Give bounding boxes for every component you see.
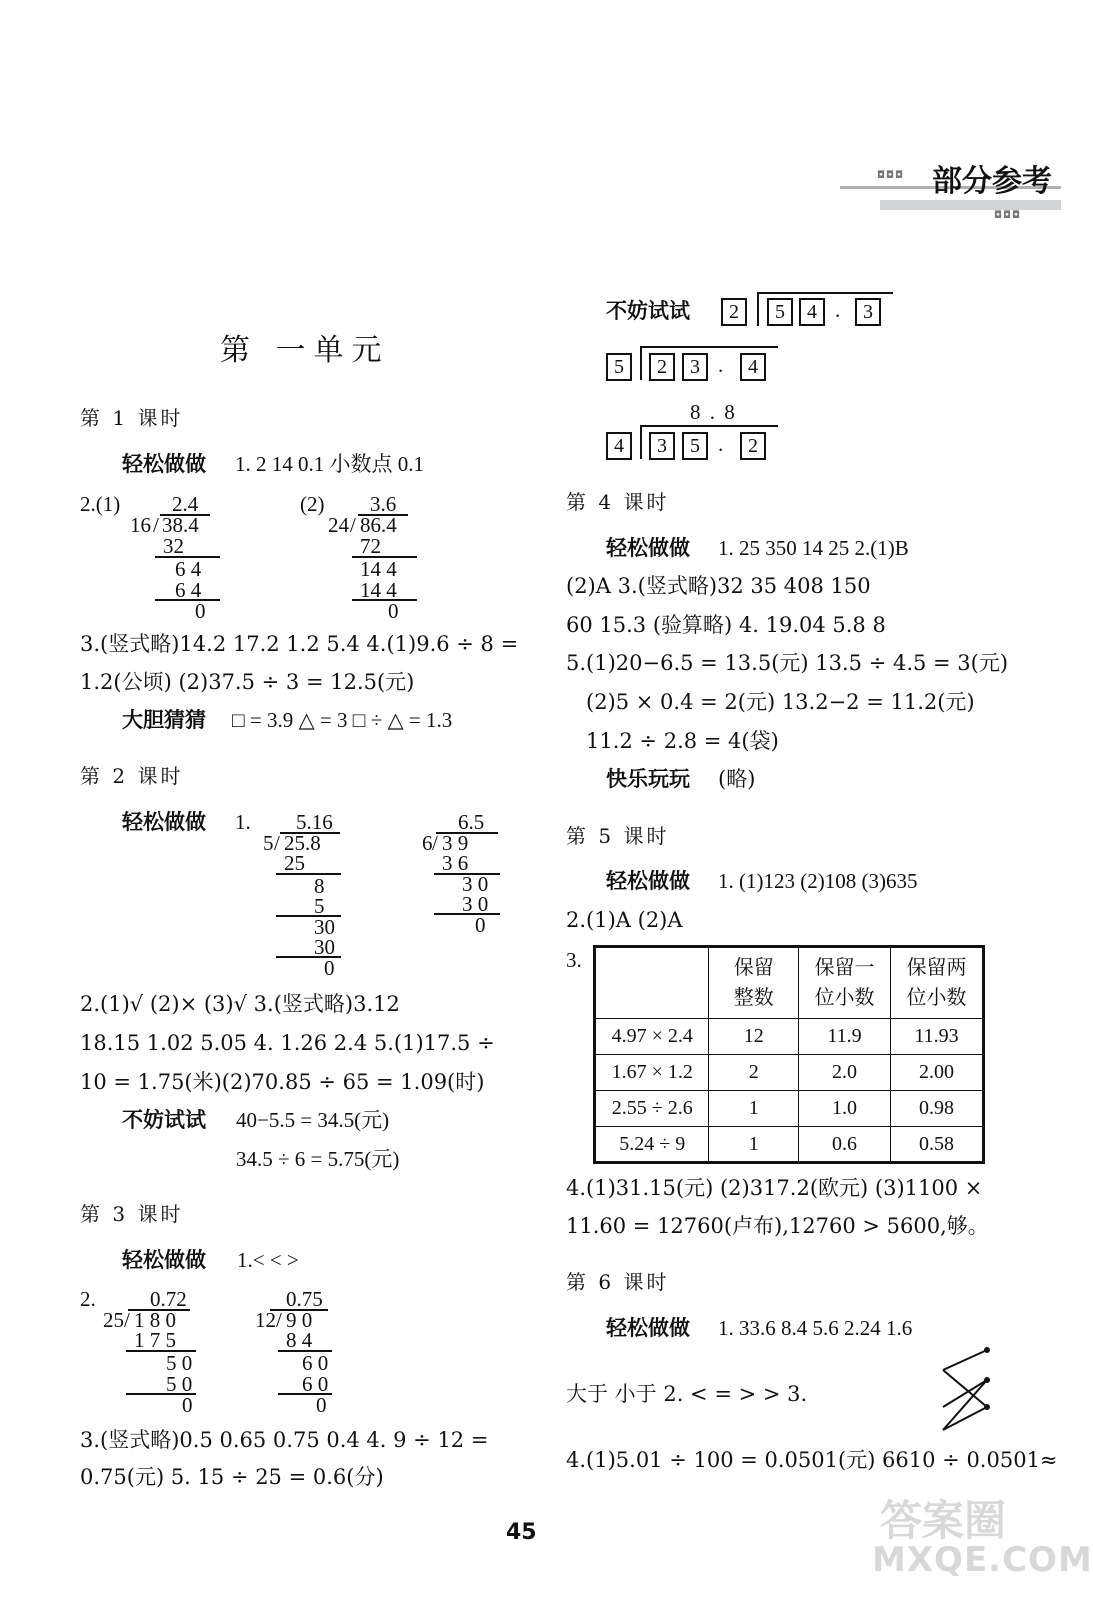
step: 14 4 — [360, 578, 397, 602]
lesson6-line3: 4.(1)5.01 ÷ 100 = 0.0501(元) 6610 ÷ 0.0501≈ — [566, 1448, 1058, 1472]
division-slash: / — [276, 1308, 282, 1332]
lesson6-heading: 第 6 课时 — [566, 1270, 670, 1294]
step: 3 0 — [462, 872, 489, 896]
unit-title: 第 一单元 — [220, 333, 390, 368]
lesson3-line2: 0.75(元) 5. 15 ÷ 25 = 0.6(分) — [80, 1465, 384, 1489]
rule — [434, 913, 500, 915]
lesson2-heading: 第 2 课时 — [80, 764, 184, 788]
lesson5-q3-label: 3. — [566, 948, 582, 972]
decimal-point: . — [718, 353, 724, 377]
table-cell: 4.97 × 2.4 — [595, 1019, 709, 1055]
quotient: 8 . 8 — [690, 400, 737, 424]
table-cell: 1 — [709, 1127, 799, 1163]
table-header-cell — [890, 947, 983, 1019]
table-row — [595, 1055, 984, 1091]
table-row — [595, 1127, 984, 1163]
quotient: 0.75 — [286, 1287, 323, 1311]
step: 6 0 — [302, 1351, 329, 1375]
dividend: 38.4 — [162, 513, 199, 537]
lesson2-q1-num: 1. — [235, 810, 251, 834]
watermark-url: MXQE.COM — [872, 1540, 1093, 1580]
step: 6 4 — [175, 578, 202, 602]
lesson4-label-easy: 轻松做做 — [606, 536, 690, 560]
digit-box: 2 — [740, 432, 766, 460]
lesson3-q2-label: 2. — [80, 1287, 96, 1311]
lesson1-heading: 第 1 课时 — [80, 406, 184, 430]
lesson2-label-easy: 轻松做做 — [122, 810, 206, 834]
step: 30 — [314, 915, 335, 939]
table-cell: 1.0 — [799, 1091, 891, 1127]
rule — [276, 873, 341, 875]
rule — [352, 599, 417, 601]
lesson2-try-line1: 40−5.5 = 34.5(元) — [236, 1108, 390, 1132]
table-header-row — [595, 947, 984, 1019]
page-number: 45 — [506, 1520, 537, 1545]
quotient: 5.16 — [296, 810, 333, 834]
matching-lines-diagram — [935, 1345, 995, 1440]
lesson4-line3: 60 15.3 (验算略) 4. 19.04 5.8 8 — [566, 613, 886, 637]
header-keep-integer: 保留 整数 — [733, 957, 774, 1009]
lesson4-line5: (2)5 × 0.4 = 2(元) 13.2−2 = 11.2(元) — [586, 690, 975, 714]
digit-box: 3 — [855, 298, 881, 326]
table-cell: 0.98 — [890, 1091, 983, 1127]
banner-strip — [880, 200, 1061, 210]
lesson1-answer1: 1. 2 14 0.1 小数点 0.1 — [235, 452, 424, 476]
division-bracket — [640, 425, 642, 459]
lesson1-label-guess: 大胆猜猜 — [122, 708, 206, 732]
quotient: 0.72 — [150, 1287, 187, 1311]
rounding-table — [593, 945, 985, 1164]
lesson2-line1: 2.(1)√ (2)× (3)√ 3.(竖式略)3.12 — [80, 992, 400, 1016]
division-slash: / — [124, 1308, 130, 1332]
digit-box: 2 — [649, 353, 675, 381]
dividend: 86.4 — [360, 513, 397, 537]
table-cell: 0.58 — [890, 1127, 983, 1163]
watermark-logo: 答案圈 — [880, 1496, 1007, 1545]
step: 72 — [360, 534, 381, 558]
lesson1-guess-answer: □ = 3.9 △ = 3 □ ÷ △ = 1.3 — [232, 708, 453, 732]
lesson3-label-easy: 轻松做做 — [122, 1248, 206, 1272]
lesson5-line2: 2.(1)A (2)A — [566, 908, 683, 932]
lesson1-q2a-label: 2.(1) — [80, 492, 121, 516]
digit-box: 4 — [799, 298, 825, 326]
step: 0 — [388, 599, 399, 623]
step: 3 6 — [442, 851, 469, 875]
lesson1-line4: 1.2(公顷) (2)37.5 ÷ 3 = 12.5(元) — [80, 670, 415, 694]
divisor: 16 — [130, 513, 151, 537]
division-slash: / — [350, 513, 356, 537]
quotient: 2.4 — [172, 492, 199, 516]
divisor: 24 — [328, 513, 349, 537]
table-cell: 2.00 — [890, 1055, 983, 1091]
step: 32 — [163, 534, 184, 558]
step: 6 0 — [302, 1372, 329, 1396]
table-cell: 2 — [709, 1055, 799, 1091]
divisor: 25 — [103, 1308, 124, 1332]
lesson5-line4: 4.(1)31.15(元) (2)317.2(欧元) (3)1100 × — [566, 1176, 983, 1200]
lesson1-label-easy: 轻松做做 — [122, 452, 206, 476]
digit-box: 3 — [682, 353, 708, 381]
dividend: 9 0 — [286, 1308, 313, 1332]
step: 6 4 — [175, 557, 202, 581]
lesson6-label-easy: 轻松做做 — [606, 1316, 690, 1340]
lesson2-try-line2: 34.5 ÷ 6 = 5.75(元) — [236, 1147, 400, 1171]
quotient: 3.6 — [370, 492, 397, 516]
quotient: 6.5 — [458, 810, 485, 834]
digit-box: 4 — [606, 432, 632, 460]
step: 5 0 — [166, 1372, 193, 1396]
digit-box: 5 — [767, 298, 793, 326]
banner-dots-bottom: ◘◘◘ — [995, 210, 1023, 221]
lesson1-line3: 3.(竖式略)14.2 17.2 1.2 5.4 4.(1)9.6 ÷ 8 = — [80, 632, 519, 656]
lesson1-q2b-label: (2) — [300, 492, 325, 516]
dividend: 25.8 — [284, 831, 321, 855]
table-cell: 5.24 ÷ 9 — [595, 1127, 709, 1163]
lesson6-line1: 1. 33.6 8.4 5.6 2.24 1.6 — [718, 1316, 913, 1340]
table-row — [595, 1019, 984, 1055]
table-header-cell — [799, 947, 891, 1019]
step: 0 — [316, 1393, 327, 1417]
table-header-cell — [595, 947, 709, 1019]
lesson4-label-fun: 快乐玩玩 — [606, 767, 690, 791]
division-slash: / — [274, 831, 280, 855]
digit-box: 4 — [740, 353, 766, 381]
rule — [155, 599, 220, 601]
table-cell: 12 — [709, 1019, 799, 1055]
divisor: 12 — [255, 1308, 276, 1332]
step: 8 — [314, 874, 325, 898]
step: 5 — [314, 894, 325, 918]
division-bracket — [640, 346, 642, 380]
step: 14 4 — [360, 557, 397, 581]
divisor: 6 — [422, 831, 433, 855]
step: 8 4 — [286, 1328, 313, 1352]
step: 0 — [195, 599, 206, 623]
header-title: 部分参考 — [932, 164, 1052, 199]
try-label: 不妨试试 — [606, 299, 690, 323]
lesson4-line2: (2)A 3.(竖式略)32 35 408 150 — [566, 574, 871, 598]
table-header-cell — [709, 947, 799, 1019]
lesson5-line1: 1. (1)123 (2)108 (3)635 — [718, 869, 918, 893]
lesson4-line4: 5.(1)20−6.5 = 13.5(元) 13.5 ÷ 4.5 = 3(元) — [566, 651, 1009, 675]
division-bracket — [757, 292, 759, 326]
digit-box: 2 — [721, 298, 747, 326]
table-cell: 2.55 ÷ 2.6 — [595, 1091, 709, 1127]
divisor: 5 — [263, 831, 274, 855]
lesson4-line1: 1. 25 350 14 25 2.(1)B — [718, 536, 909, 560]
table-cell: 1 — [709, 1091, 799, 1127]
header-keep-1dp: 保留一 位小数 — [814, 957, 875, 1009]
lesson3-heading: 第 3 课时 — [80, 1202, 184, 1226]
table-cell: 11.9 — [799, 1019, 891, 1055]
table-cell: 1.67 × 1.2 — [595, 1055, 709, 1091]
lesson4-fun-answer: (略) — [718, 767, 756, 791]
step: 5 0 — [166, 1351, 193, 1375]
division-slash: / — [153, 513, 159, 537]
table-cell: 2.0 — [799, 1055, 891, 1091]
table-cell: 11.93 — [890, 1019, 983, 1055]
lesson6-line2: 大于 小于 2. < = > > 3. — [566, 1382, 808, 1406]
step: 0 — [475, 913, 486, 937]
lesson5-heading: 第 5 课时 — [566, 824, 670, 848]
table-cell: 0.6 — [799, 1127, 891, 1163]
lesson3-answer1: 1.< < > — [237, 1248, 299, 1272]
digit-box: 3 — [649, 432, 675, 460]
step: 25 — [284, 851, 305, 875]
dividend: 3 9 — [442, 831, 469, 855]
division-bar — [757, 292, 893, 294]
decimal-point: . — [835, 298, 841, 322]
header-keep-2dp: 保留两 位小数 — [906, 957, 967, 1009]
lesson2-label-try: 不妨试试 — [122, 1108, 206, 1132]
step: 3 0 — [462, 892, 489, 916]
step: 30 — [314, 935, 335, 959]
dividend: 1 8 0 — [134, 1308, 176, 1332]
decimal-point: . — [718, 432, 724, 456]
banner-dots-top: ◘◘◘ — [878, 170, 906, 181]
lesson4-line6: 11.2 ÷ 2.8 = 4(袋) — [586, 729, 779, 753]
division-bar — [640, 425, 778, 427]
step: 0 — [182, 1393, 193, 1417]
lesson3-line1: 3.(竖式略)0.5 0.65 0.75 0.4 4. 9 ÷ 12 = — [80, 1428, 489, 1452]
step: 0 — [324, 956, 335, 980]
digit-box: 5 — [682, 432, 708, 460]
lesson5-line5: 11.60 = 12760(卢布),12760 > 5600,够。 — [566, 1214, 989, 1238]
lesson2-line2: 18.15 1.02 5.05 4. 1.26 2.4 5.(1)17.5 ÷ — [80, 1031, 495, 1055]
division-bar — [640, 346, 778, 348]
lesson2-line3: 10 = 1.75(米)(2)70.85 ÷ 65 = 1.09(时) — [80, 1070, 485, 1094]
digit-box: 5 — [606, 353, 632, 381]
table-row — [595, 1091, 984, 1127]
lesson5-label-easy: 轻松做做 — [606, 869, 690, 893]
step: 1 7 5 — [134, 1328, 176, 1352]
division-slash: / — [432, 831, 438, 855]
lesson4-heading: 第 4 课时 — [566, 490, 670, 514]
